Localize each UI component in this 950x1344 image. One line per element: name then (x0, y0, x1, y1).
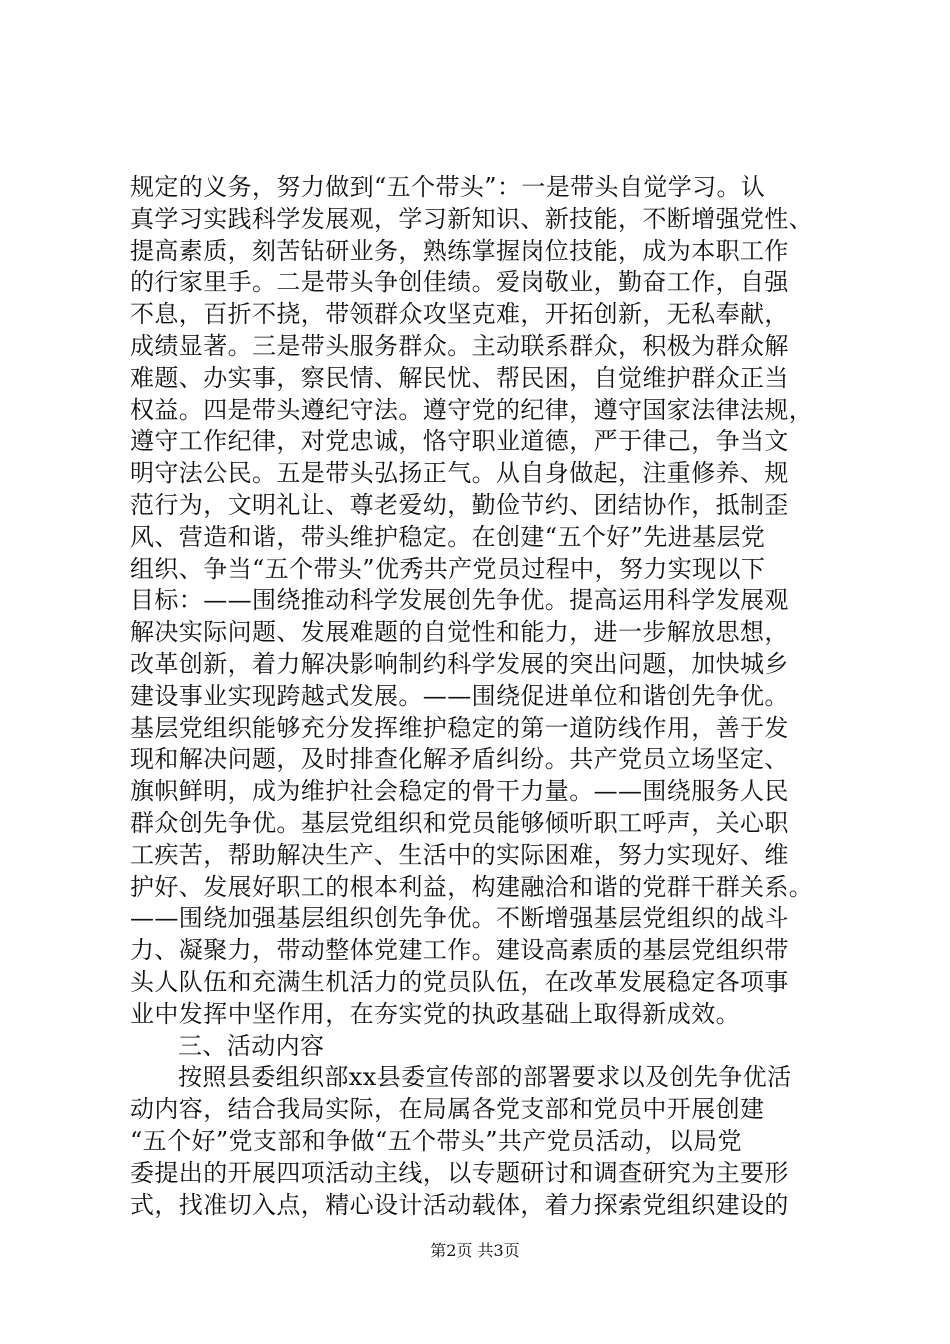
text-line: 不息，百折不挠，带领群众攻坚克难，开拓创新，无私奉献， (130, 300, 789, 329)
page-number: 第2页 共3页 (430, 1241, 520, 1260)
text-line: 建设事业实现跨越式发展。——围绕促进单位和谐创先争优。 (130, 681, 789, 710)
text-line: 范行为，文明礼让、尊老爱幼，勤俭节约、团结协作，抵制歪 (130, 490, 789, 519)
text-line: 动内容，结合我局实际，在局属各党支部和党员中开展创建 (130, 1095, 765, 1124)
section-heading: 三、活动内容 (178, 1031, 325, 1060)
text-line: 头人队伍和充满生机活力的党员队伍，在改革发展稳定各项事 (130, 967, 789, 996)
text-line: 旗帜鲜明，成为维护社会稳定的骨干力量。——围绕服务人民 (130, 777, 789, 806)
text-line: 业中发挥中坚作用，在夯实党的执政基础上取得新成效。 (130, 999, 740, 1028)
text-line: 按照县委组织部xx县委宣传部的部署要求以及创先争优活 (178, 1063, 792, 1092)
text-line: 式，找准切入点，精心设计活动载体，着力探索党组织建设的 (130, 1190, 789, 1219)
text-line: “五个好”党支部和争做“五个带头”共产党员活动，以局党 (130, 1126, 742, 1155)
text-line: ——围绕加强基层组织创先争优。不断增强基层党组织的战斗 (130, 904, 789, 933)
text-line: 组织、争当“五个带头”优秀共产党员过程中，努力实现以下 (130, 554, 766, 583)
text-line: 委提出的开展四项活动主线，以专题研讨和调查研究为主要形 (130, 1158, 789, 1187)
text-line: 权益。四是带头遵纪守法。遵守党的纪律，遵守国家法律法规， (130, 395, 814, 424)
text-line: 力、凝聚力，带动整体党建工作。建设高素质的基层党组织带 (130, 936, 789, 965)
text-line: 工疾苦，帮助解决生产、生活中的实际困难，努力实现好、维 (130, 840, 789, 869)
text-line: 规定的义务，努力做到“五个带头”：一是带头自觉学习。认 (130, 173, 766, 201)
text-line: 基层党组织能够充分发挥维护稳定的第一道防线作用，善于发 (130, 713, 789, 742)
text-line: 难题、办实事，察民情、解民忧、帮民困，自觉维护群众正当 (130, 363, 789, 392)
body-text (130, 172, 830, 1221)
text-line: 成绩显著。三是带头服务群众。主动联系群众，积极为群众解 (130, 331, 789, 360)
text-line: 提高素质，刻苦钻研业务，熟练掌握岗位技能，成为本职工作 (130, 236, 789, 265)
text-line: 解决实际问题、发展难题的自觉性和能力，进一步解放思想， (130, 618, 789, 647)
text-line: 真学习实践科学发展观，学习新知识、新技能，不断增强党性、 (130, 204, 814, 233)
text-line: 群众创先争优。基层党组织和党员能够倾听职工呼声，关心职 (130, 808, 789, 837)
text-line: 遵守工作纪律，对党忠诚，恪守职业道德，严于律己，争当文 (130, 427, 789, 456)
text-line: 现和解决问题，及时排查化解矛盾纠纷。共产党员立场坚定、 (130, 745, 789, 774)
text-line: 护好、发展好职工的根本利益，构建融洽和谐的党群干群关系。 (130, 872, 814, 901)
text-line: 明守法公民。五是带头弘扬正气。从自身做起，注重修养、规 (130, 459, 789, 488)
text-line: 改革创新，着力解决影响制约科学发展的突出问题，加快城乡 (130, 649, 789, 678)
text-line: 风、营造和谐，带头维护稳定。在创建“五个好”先进基层党 (130, 522, 766, 551)
text-line: 的行家里手。二是带头争创佳绩。爱岗敬业，勤奋工作，自强 (130, 268, 789, 297)
text-line: 目标：——围绕推动科学发展创先争优。提高运用科学发展观 (130, 586, 789, 615)
